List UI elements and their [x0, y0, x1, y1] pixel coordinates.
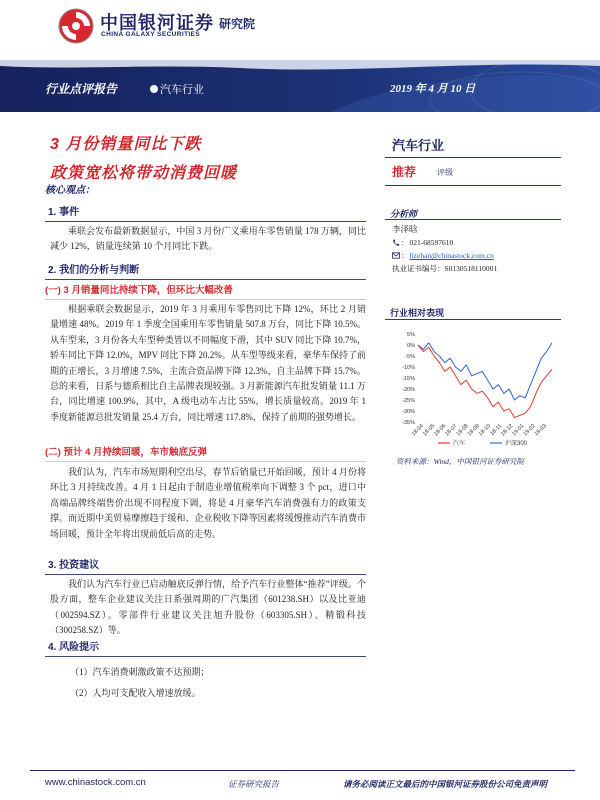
x-tick-label: 19-03 — [533, 423, 548, 438]
x-tick-label: 18-12 — [500, 423, 515, 438]
legend-label: 汽车 — [453, 441, 466, 447]
email-separator: ： — [401, 251, 409, 260]
x-tick-label: 18-04 — [410, 423, 426, 438]
analyst-name-row — [392, 223, 418, 235]
analyst-certificate: 执业证书编号：S0130518110001 — [392, 264, 498, 273]
x-tick-label: 18-07 — [444, 423, 459, 438]
y-tick-label: -5% — [405, 353, 415, 360]
sidebar-divider — [385, 319, 561, 320]
analyst-email-row — [392, 250, 494, 261]
section-investment-heading: 3. 投资建议 — [45, 559, 366, 575]
title-line-2: 政策宽松将带动消费回暖 — [50, 165, 238, 182]
x-tick-label: 18-11 — [489, 423, 504, 438]
y-tick-label: -20% — [402, 386, 415, 393]
rating-value: 推荐 — [392, 165, 417, 179]
sidebar-industry: 汽车行业 — [392, 138, 445, 153]
x-tick-label: 19-02 — [522, 423, 537, 438]
footer-disclaimer: 请务必阅读正文最后的中国银河证券股份公司免责声明 — [343, 779, 548, 789]
x-tick-label: 18-08 — [455, 423, 470, 438]
x-tick-label: 18-10 — [477, 423, 493, 438]
legend-label: 沪深300 — [505, 441, 528, 447]
rating-label: 评级 — [437, 168, 453, 177]
subsection-2-paragraph: 我们认为，汽车市场短期利空出尽，春节后销量已开始回暖，预计 4 月份将环比 3 月持续改善。4 月 1 日起由于制造业增值税率向下调整 3 个 pct，进口中高端品牌终端售价出现不同程度下调，将是 4 月豪华汽车消费强有力的政策支撑。而近期中美贸易摩擦趋于缓和、企业税收下降等因素将缓慢推动汽车消费市场回暖，预计全年将出现前低后高的走势。 — [50, 467, 366, 539]
subsection-1-heading: (一) 3 月销量同比持续下降，但环比大幅改善 — [45, 285, 366, 300]
chart-title: 行业相对表现 — [390, 308, 445, 318]
brand-logo-icon — [57, 7, 95, 45]
y-tick-label: 5% — [407, 331, 415, 338]
brand-name-cn: 中国银河证券 — [100, 13, 214, 33]
csi300-series-line — [418, 343, 552, 400]
analyst-heading: 分析师 — [390, 209, 418, 219]
section-event-heading: 1. 事件 — [45, 206, 366, 222]
core-points-label: 核心观点： — [45, 185, 95, 196]
industry-tag — [150, 81, 204, 97]
sidebar-divider — [385, 219, 561, 220]
report-type: 行业点评报告 — [45, 82, 118, 96]
y-tick-label: -35% — [402, 419, 415, 426]
y-tick-label: -10% — [402, 364, 415, 371]
section-investment-paragraph: 我们认为汽车行业已启动触底反弹行情，给予汽车行业整体“推荐”评级。个股方面，整车企业建议关注日系强周期的广汽集团（601238.SH）以及比亚迪（002594.SZ）。零部件行业建议关注旭升股份（603305.SH）、精锻科技（300258.SZ）等。 — [50, 579, 366, 636]
analyst-name: 李泽晗 — [392, 224, 418, 234]
email-icon — [392, 252, 400, 259]
sidebar-divider — [385, 185, 561, 186]
industry-tag-label: 汽车行业 — [160, 84, 204, 96]
phone-icon — [392, 239, 400, 247]
risk-item: （1）汽车消费刺激政策不达预期； — [70, 667, 210, 677]
risk-item: （2）人均可支配收入增速放缓。 — [70, 688, 201, 698]
y-tick-label: -25% — [402, 397, 415, 404]
brand-name-en: CHINA GALAXY SECURITIES — [101, 31, 201, 38]
chart-source: 资料来源：Wind，中国银河证券研究院 — [396, 457, 524, 466]
footer-report-kind: 证券研究报告 — [228, 779, 280, 789]
report-date: 2019 年 4 月 10 日 — [390, 83, 476, 95]
y-tick-label: -15% — [402, 375, 415, 382]
analyst-email-link[interactable]: lizehan@chinastock.com.cn — [409, 251, 494, 260]
relative-performance-chart — [386, 322, 561, 450]
x-tick-label: 19-01 — [511, 423, 526, 438]
x-tick-label: 18-09 — [466, 423, 481, 438]
bullet-dot-icon — [150, 85, 158, 93]
analyst-phone-row — [392, 237, 453, 248]
y-tick-label: 0% — [407, 342, 415, 349]
title-line-1: 3 月份销量同比下跌 — [50, 136, 202, 153]
section-risk-heading: 4. 风险提示 — [45, 641, 366, 657]
x-tick-label: 18-06 — [433, 423, 448, 438]
footer-divider — [30, 770, 575, 771]
x-tick-label: 18-05 — [422, 423, 437, 438]
section-event-paragraph: 乘联会发布最新数据显示，中国 3 月份广义乘用车零售销量 178 万辆，同比减少 12%，销量连续第 10 个月同比下跌。 — [50, 226, 366, 252]
institute-label: 研究院 — [219, 17, 256, 31]
phone-separator: ： — [401, 238, 409, 247]
subsection-2-heading: (二) 预计 4 月持续回暖，车市触底反弹 — [45, 447, 366, 462]
subsection-1-paragraph: 根据乘联会数据显示，2019 年 3 月乘用车零售同比下降 12%，环比 2 月销量增速 48%。2019 年 1 季度全国乘用车零售销量 507.8 万台，同比下降 10.5%。从车型来，3 月份各大车型种类皆以不同幅度下滑，其中 SUV 同比下降 10.7%，轿车同比下降 12.0%，MPV 同比下降 20.2%。从车型等级来看，豪华车保持了前期的正增长，3 月增速 7.5%，主流合资品牌下降 12.3%，自主品牌下降 15.7%。总的来看，日系与德系相比自主品牌表现较强。3 月新能源汽车批发销量 11.1 万台，同比增速 100.9%，其中，A 级电动车占比 55%，增长质量较高。2019 年 1 季度新能源总批发销量 25.4 万台，同比增速 117.8%，保持了前期的强势增长。 — [50, 304, 366, 422]
section-analysis-heading: 2. 我们的分析与判断 — [45, 264, 366, 280]
y-tick-label: -30% — [402, 408, 415, 415]
analyst-phone: 021-68597610 — [409, 238, 454, 247]
footer-website[interactable]: www.chinastock.com.cn — [45, 777, 146, 788]
analyst-cert-row — [392, 263, 497, 274]
sidebar-divider — [385, 157, 561, 158]
